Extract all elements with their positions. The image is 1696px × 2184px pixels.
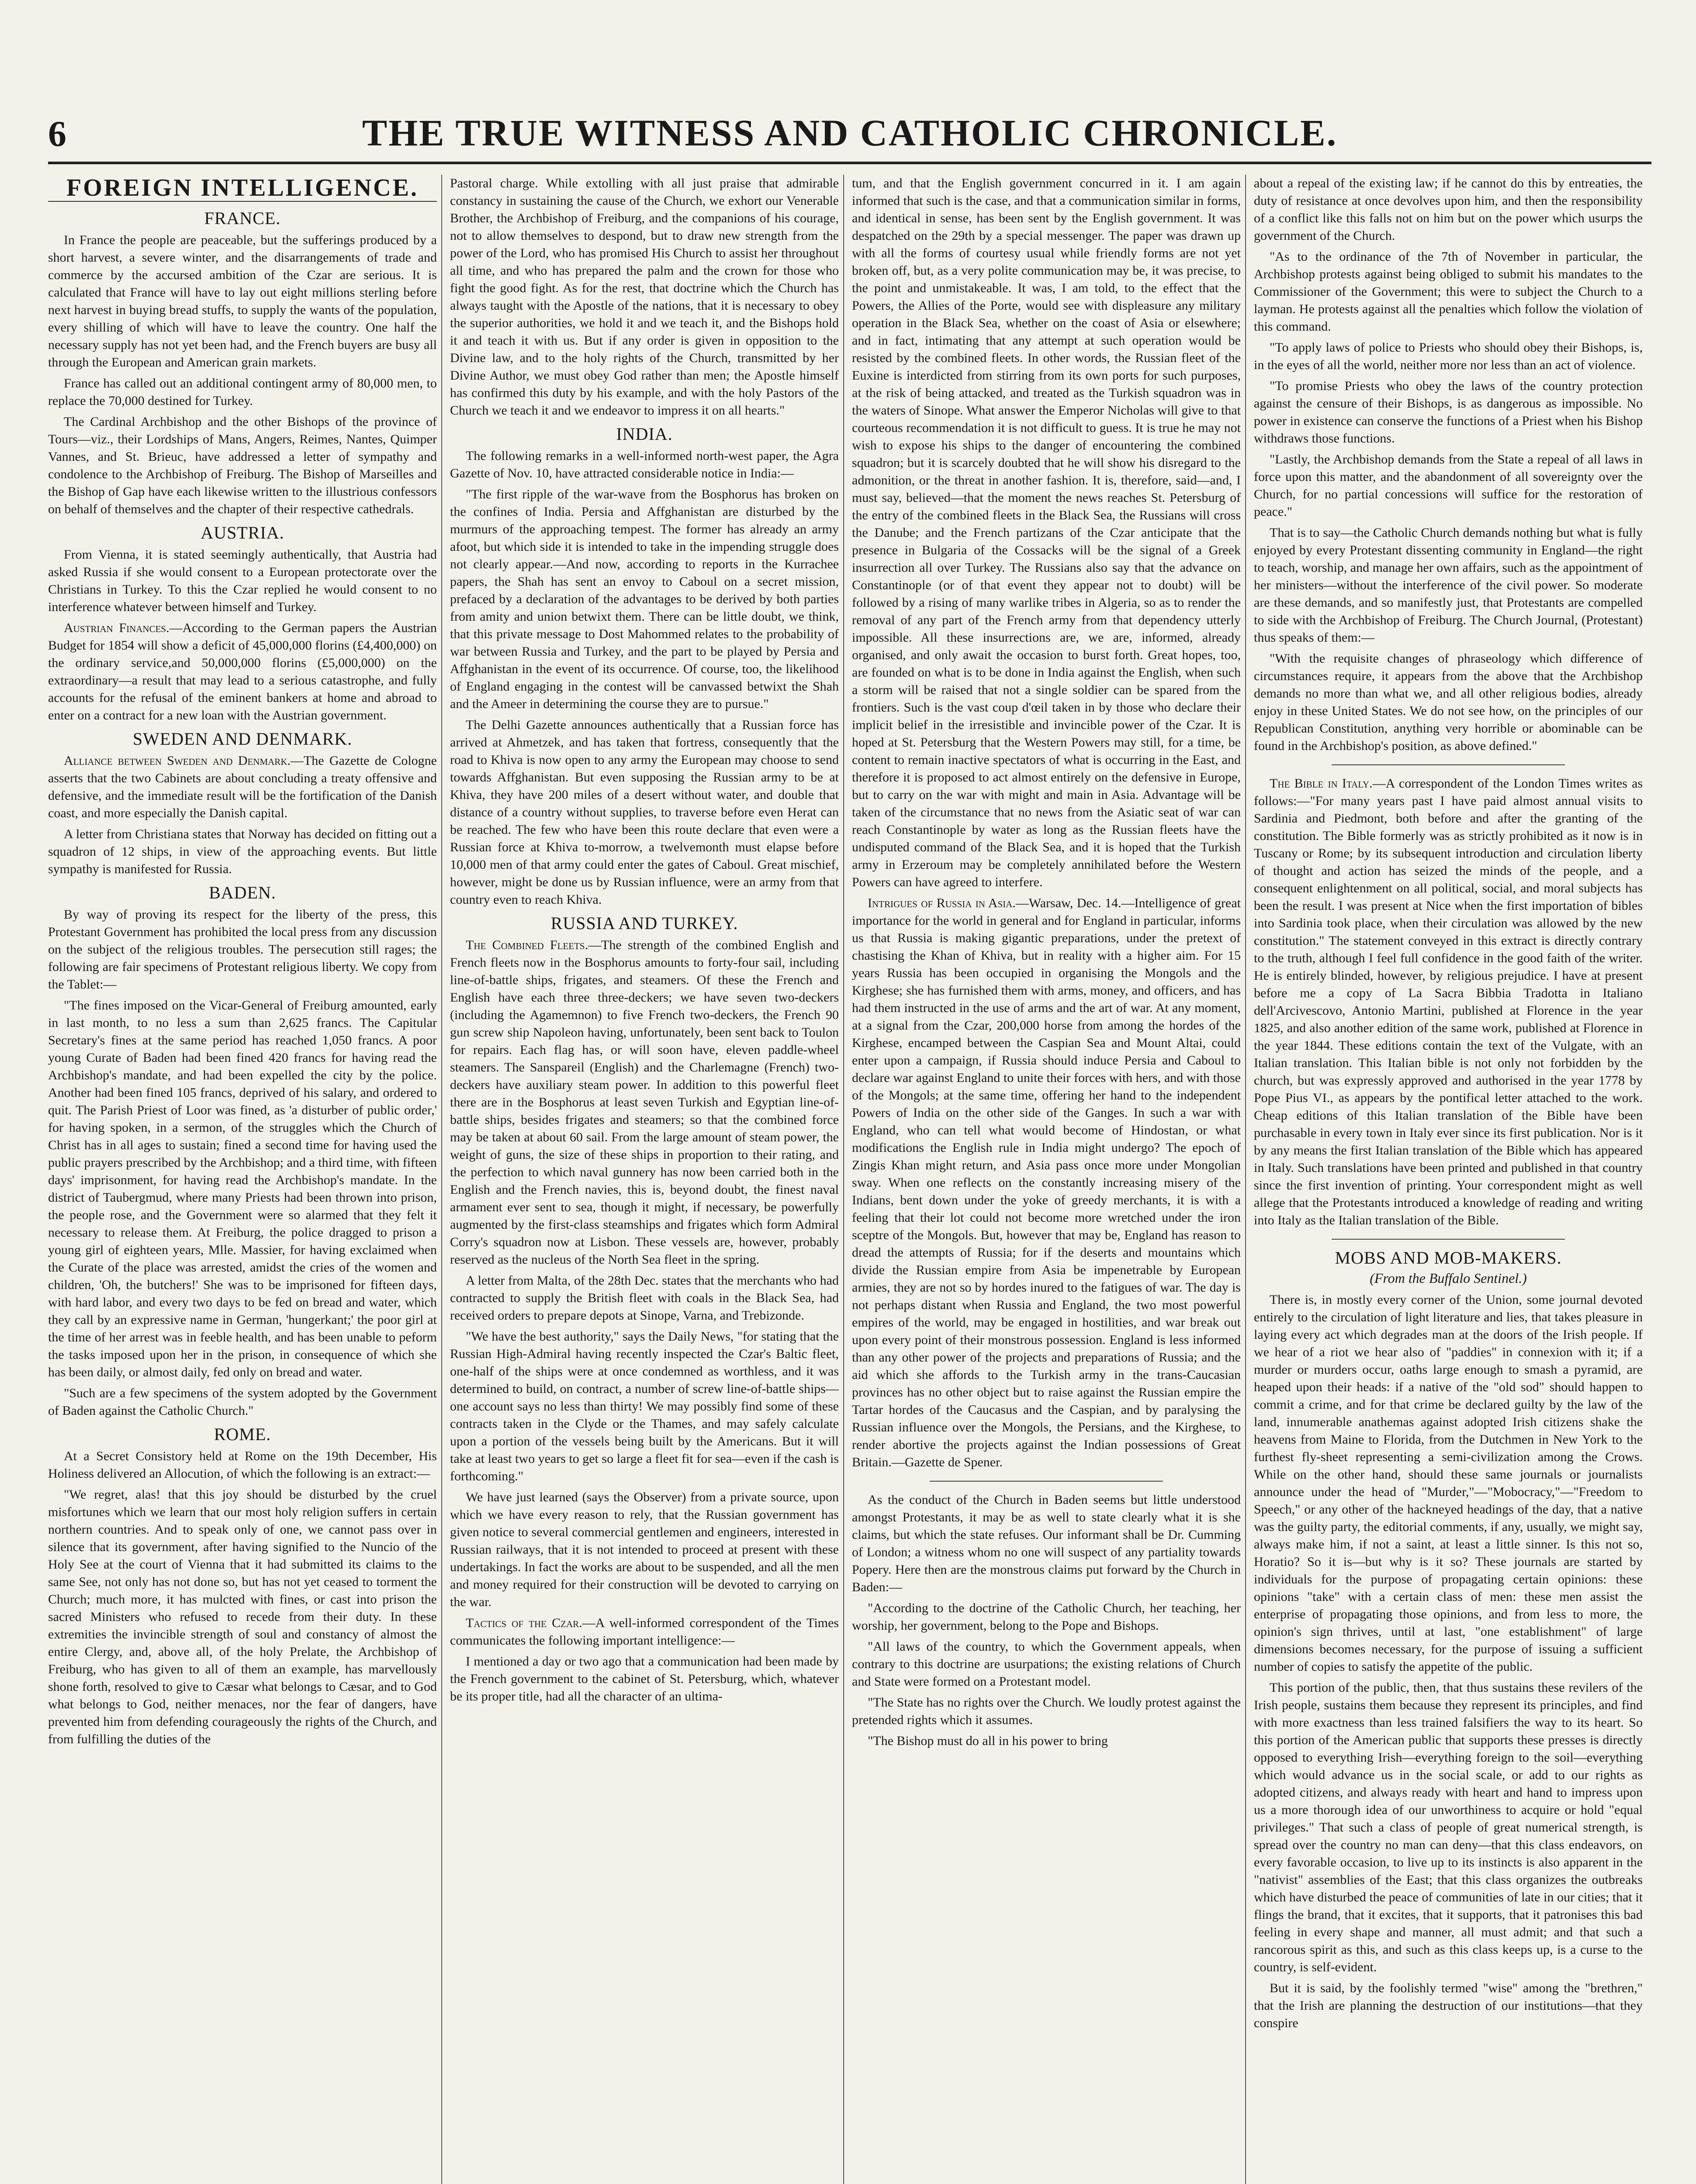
article-divider: [1332, 764, 1565, 765]
bible-italy-paragraph: [1254, 775, 1643, 1229]
paragraph-text: —A correspondent of the London Times writes as follows:—"For many years past I have paid almost annual visits to Sardinia and Piedmont, both before and after the granting of the constitution. The Bible formerly was as strictly prohibited as it now is in Tuscany or Rome; by its subsequent introduction and circulation liberty of thought and action has seized the minds of the people, and a consequent enlightenment on all political, social, and moral subjects has been the result. I was present at Nice when the first importation of bibles into Sardinia took place, when their circulation was allowed by the new constitution." The statement conveyed in this extract is directly contrary to the truth, although I feel full confidence in the good faith of the writer. He is entirely blinded, however, by religious prejudice. I have at present before me a copy of La Sacra Bibbia Tradotta in Italiano dell'Arcivescovo, Antonio Martini, published at Florence in the year 1825, and also another edition of the same work, published at Florence in the year 1844. These editions contain the text of the Vulgate, with an Italian translation. This Italian bible is not only not forbidden by the church, but was expressly approved and authorised in the year 1778 by Pope Pius VI., as appears by the pontifical letter attached to the work. Cheap editions of this Italian translation of the Bible have been purchasable in every town in Italy ever since its first publication. Nor is it by any means the first Italian translation of the Bible which has appeared in Italy. Such translations have been printed and published in that country since the first invention of printing. Your correspondent might as well allege that the Protestants introduced a knowledge of reading and writing into Italy as the Italian translation of the Bible.: [1254, 776, 1643, 1227]
tactics-paragraph: [450, 1614, 839, 1649]
baden-church-paragraph: "Lastly, the Archbishop demands from the State a repeal of all laws in force upon this matter, and the abandonment of all sovereignty over the Church, for no partial concessions will suffice for the restoration of peace.": [1254, 452, 1643, 519]
baden-church-paragraph: "As to the ordinance of the 7th of November in particular, the Archbishop protests against being obliged to submit his mandates to the Commissioner of the Government; this were to subject the Church to a layman. He protests against all the penalties which follow the violation of this command.: [1254, 249, 1643, 334]
intrigues-paragraph: [852, 895, 1241, 1471]
baden-church-paragraph: As the conduct of the Church in Baden seems but little understood amongst Protestants, it may be as well to state clearly what it is she claims, but which the state refuses. Our informant shall be Dr. Cumming of London; a witness whom no one will suspect of any partiality towards Popery. Here then are the monstrous claims put forward by the Church in Baden:—: [852, 1493, 1241, 1594]
russia-paragraph: A letter from Malta, of the 28th Dec. states that the merchants who had contracted to supply the British fleet with coals in the Black Sea, had received orders to prepare depots at Sinope, Varna, and Trebizonde.: [450, 1273, 839, 1323]
paragraph-text: —According to the German papers the Austrian Budget for 1854 will show a deficit of 45,000,000 florins (£4,400,000) on the ordinary service,and 50,000,000 florins (£5,000,000) on the extraordinary—a result that may lead to a serious catastrophe, and fully accounts for the refusal of the eminent bankers at home and abroad to enter on a contract for a new loan with the Austrian government.: [48, 621, 437, 722]
baden-church-paragraph: "The Bishop must do all in his power to bring: [868, 1734, 1108, 1748]
run-in-head: Intrigues of Russia in Asia.: [868, 896, 1016, 910]
article-divider: [930, 1481, 1163, 1482]
france-paragraph: In France the people are peaceable, but the sufferings produced by a short harvest, a severe winter, and the disarrangements of trade and commerce by the accursed ambition of the Czar are serious. It is calculated that France will have to lay out eight millions sterling before next harvest in buying bread stuffs, to supply the wants of the population, every shilling of which will have to leave the country. One half the necessary supply has not yet been had, and the French buyers are busy all through the European and American grain markets.: [48, 233, 437, 370]
mobs-paragraph: There is, in mostly every corner of the Union, some journal devoted entirely to the circulation of light literature and lies, that takes pleasure in laying every act which degrades man at the doors of the Irish people. If we hear of a riot we hear also of "paddies" in connexion with it; if a murder or murders occur, oaths large enough to smash a pyramid, are heaped upon their heads: if a native of the "old sod" should happen to commit a crime, and for that crime be declared guilty by the law of the land, innumerable anathemas against adopted Irish citizens shake the heavens from Maine to Florida, from the Dutchmen in New York to the furthest fly-sheet representing a semi-civilization among the Crows. While on the other hand, should these same journals or journalists announce under the head of "Murder,"—"Mobocracy,"—"Freedom to Speech," or any other of the hackneyed headings of the day, that a native was the guilty party, the editorial comments, if any, usually, we might say, always make him, if not a saint, at least a little sinner. Is this not so, Horatio? So it is—but why is it so? These journals are started by individuals for the purpose of propagating certain opinions: these opinions "take" with a certain class of men: these men assist the enterprise of propagating those opinions, and from less to more, the opinion's sign thrives, until at last, "one establishment" of large dimensions becomes necessary, for the purpose of issuing a sufficient number of copies to satisfy the appetite of the public.: [1254, 1292, 1643, 1674]
ultimatum-paragraph: tum, and that the English government concurred in it. I am again informed that such is the case, and that a communication similar in forms, and identical in sense, has been sent by the English government. It was despatched on the 29th by a special messenger. The paper was drawn up with all the forms of courtesy usual while friendly forms are not yet broken off, but, as a very polite communication may be, it was precise, to the point and unmistakeable. It was, I am told, to the effect that the Powers, the Allies of the Porte, would see with displeasure any military operation in the Black Sea, whether on the coast of Asia or elsewhere; and in fact, intimating that any attempt at such operation would be resisted by the combined fleets. In other words, the Russian fleet of the Euxine is interdicted from stirring from its own ports for such purposes, at the risk of being attacked, and treated as the Turkish squadron was in the waters of Sinope. What answer the Emperor Nicholas will give to that courteous recommendation it is not difficult to guess. It is true he may not wish to expose his ships to the danger of encountering the combined squadron; but it is scarcely doubted that he will show his disregard to the admonition, or the threat in another fashion. It is, therefore, said—and, I must say, believed—that the moment the news reaches St. Petersburg of the entry of the combined fleets in the Black Sea, the Russians will cross the Danube; and the French partizans of the Czar anticipate that the presence in Bulgaria of the Cossacks will be the signal of a Greek insurrection all over Turkey. The Russians also say that the advance on Constantinople (or of that event they appear not to doubt) will be followed by a rising of many warlike tribes in Algeria, so as to render the removal of any part of the French army from that dependency utterly impossible. All these insurrections are, we are, informed, already organised, and only await the occasion to burst forth. Great hopes, too, are founded on what is to be done in India against the English, when such a storm will be raised that not a single soldier can be spared from the frontiers. Such is the vast coup d'œil taken in by those who declare their implicit belief in the irresistible and invincible power of the Czar. It is hoped at St. Petersburg that the Western Powers may still, for a time, be content to remain inactive spectators of what is occurring in the East, and therefore it is proposed to act almost entirely on the defensive in Europe, but to carry on the war with might and main in Asia. Advantage will be taken of the circumstance that no news from the Asiatic seat of war can reach Constantinople by water as long as the Russian fleets have the undisputed command of the Black Sea, and it is hoped that the Turkish army in Erzeroum may be completely annihilated before the Western Powers can have agreed to interfere.: [852, 176, 1241, 889]
column-rule: [843, 175, 844, 2184]
mobs-heading: MOBS AND MOB-MAKERS.: [1335, 1248, 1562, 1268]
mobs-source: (From the Buffalo Sentinel.): [1370, 1270, 1527, 1286]
sweden-heading: SWEDEN AND DENMARK.: [132, 729, 353, 749]
rome-heading: ROME.: [214, 1424, 271, 1444]
baden-church-paragraph: "The State has no rights over the Church. We loudly protest against the pretended rights which it assumes.: [852, 1695, 1241, 1727]
column-rule: [441, 175, 442, 2184]
baden-church-paragraph: "With the requisite changes of phraseology which difference of circumstances require, it appears from the above that the Archbishop demands no more than what we, and all other religious bodies, already enjoy in these United States. We do not see how, on the principles of our Republican Constitution, anything very horrible or abominable can be found in the Archbishop's position, as above defined.": [1254, 651, 1643, 753]
sweden-paragraph: [48, 752, 437, 822]
column-4: [1254, 175, 1643, 2184]
newspaper-title: THE TRUE WITNESS AND CATHOLIC CHRONICLE.: [362, 112, 1338, 154]
india-paragraph: The Delhi Gazette announces authentically that a Russian force has arrived at Ahmetzek, and has taken that fortress, consequently that the road to Khiva is now open to any army the European may choose to send towards Affghanistan. But even supposing the Russian army to be at Khiva, they have 200 miles of a desert without water, and double that distance of a country without supplies, to traverse before even Herat can be reached. The few who have been this route declare that even were a Russian force at Khiva to-morrow, a twelvemonth must elapse before 10,000 men of that army could enter the gates of Caboul. Great mischief, however, might be done us by Russian influence, were an army from that country even to reach Khiva.: [450, 718, 839, 907]
section-heading: FOREIGN INTELLIGENCE.: [48, 179, 437, 202]
rome-continued-paragraph: Pastoral charge. While extolling with all just praise that admirable constancy in sustaining the cause of the Church, we exhort our Venerable Brother, the Archbishop of Freiburg, and the companions of his courage, not to allow themselves to despond, but to draw new strength from the power of the Lord, who has promised His Church to assist her throughout all time, and who has prepared the palm and the crown for those who fight the good fight. As for the rest, that doctrine which the Church has always taught with the Apostle of the nations, that it is necessary to obey the superior authorities, we hold it and we teach it, and the Bishops hold it and teach it with us. But if any order is given in opposition to the Divine law, and to the holy rights of the Church, transmitted by her Divine Author, we must obey God rather than men; the Apostle himself has confirmed this duty by his example, and with the holy Pastors of the Church we teach it and we endeavor to impress it on all hearts.": [450, 176, 839, 418]
column-2: [450, 175, 839, 2184]
baden-church-paragraph: about a repeal of the existing law; if he cannot do this by entreaties, the duty of resistance at once devolves upon him, and then the responsibility of a conflict like this falls not on him but on the power which usurps the government of the Church.: [1254, 176, 1643, 243]
india-paragraph: The following remarks in a well-informed north-west paper, the Agra Gazette of Nov. 10, have attracted considerable notice in India:—: [450, 449, 839, 480]
run-in-head: Tactics of the Czar.: [466, 1616, 582, 1630]
paragraph-text: —A well-informed correspondent of the Times communicates the following important intelligence:—: [450, 1616, 839, 1648]
baden-church-paragraph: "To promise Priests who obey the laws of the country protection against the censure of their Bishops, is as dangerous as impossible. No power in existence can conserve the functions of a Priest when his Bishop withdraws those functions.: [1254, 379, 1643, 446]
russia-paragraph: I mentioned a day or two ago that a communication had been made by the French government to the cabinet of St. Petersburg, which, whatever be its proper title, had all the character of an ultima-: [450, 1654, 839, 1704]
column-1: [48, 175, 437, 2184]
france-paragraph: France has called out an additional contingent army of 80,000 men, to replace the 70,000 destined for Turkey.: [48, 376, 437, 408]
baden-paragraph: By way of proving its respect for the liberty of the press, this Protestant Government has prohibited the local press from any discussion on the subject of the religious troubles. The persecution still rages; the following are fair specimens of Protestant religious liberty. We copy from the Tablet:—: [48, 907, 437, 992]
rome-paragraph: "We regret, alas! that this joy should be disturbed by the cruel misfortunes which we learn that our most holy religion suffers in certain northern countries. And to speak only of one, we cannot pass over in silence that its government, after having signified to the Nuncio of the Holy See at the court of Vienna that it had submitted its claims to the same See, not only has not done so, but has not yet ceased to torment the Church; much more, it has mulcted with fines, or cast into prison the sacred Ministers who refused to recede from their duty. In these extremities the invincible strength of soul and constancy of almost the entire Clergy, and, above all, of the holy Prelate, the Archbishop of Freiburg, who has given to all of them an example, has marvellously shone forth, resolved to give to Cæsar what belongs to Cæsar, and to God what belongs to God, neither menaces, nor the fear of dangers, have prevented him from defending courageously the rights of the Church, and from fulfilling the duties of the: [48, 1487, 437, 1746]
russia-paragraph: "We have the best authority," says the Daily News, "for stating that the Russian High-Admiral having recently inspected the Czar's Baltic fleet, one-half of the ships were at once condemned as worthless, and it was determined to build, on contract, a number of screw line-of-battle ships—one account says no less than thirty! We may possibly find some of these contracts taken in the Clyde or the Thames, and may safely calculate upon a portion of the vessels being built by the Americans. But it will take at least two years to get so large a fleet fit for sea—even if the cash is forthcoming.": [450, 1329, 839, 1483]
column-rule: [1245, 175, 1246, 2184]
baden-paragraph: "Such are a few specimens of the system adopted by the Government of Baden against the Catholic Church.": [48, 1386, 437, 1418]
france-paragraph: The Cardinal Archbishop and the other Bishops of the province of Tours—viz., their Lordships of Mans, Angers, Reimes, Nantes, Quimper Vannes, and St. Brieuc, have addressed a letter of sympathy and condolence to the Archbishop of Freiburg. The Bishop of Marseilles and the Bishop of Gap have each likewise written to the illustrious confessors on behalf of themselves and the chapter of their respective cathedrals.: [48, 415, 437, 516]
austria-finances-paragraph: [48, 619, 437, 724]
russia-paragraph: We have just learned (says the Observer) from a private source, upon which we have every reason to rely, that the Russian government has given notice to several commercial gentlemen and engineers, interested in Russian railways, that it is not intended to proceed at present with these undertakings. In fact the works are about to be suspended, and all the men and money required for their construction will be devoted to carrying on the war.: [450, 1490, 839, 1609]
article-divider: [1332, 1239, 1565, 1240]
russia-turkey-heading: RUSSIA AND TURKEY.: [550, 913, 738, 933]
page-number: 6: [48, 114, 66, 154]
baden-church-paragraph: "According to the doctrine of the Catholic Church, her teaching, her worship, her government, belong to the Pope and Bishops.: [852, 1601, 1241, 1633]
rome-paragraph: At a Secret Consistory held at Rome on the 19th December, His Holiness delivered an Allocution, of which the following is an extract:—: [48, 1449, 437, 1481]
france-heading: FRANCE.: [204, 208, 281, 228]
combined-fleets-paragraph: [450, 936, 839, 1268]
india-paragraph: "The first ripple of the war-wave from the Bosphorus has broken on the confines of India. Persia and Affghanistan are disturbed by the murmurs of the approaching tempest. The former has already an army afoot, but which side it is intended to take in the impending struggle does not clearly appear.—And now, according to reports in the Kurrachee papers, the Shah has sent an envoy to Caboul on a secret mission, prefaced by a declaration of the advantages to be derived by both parties from amity and union betwixt them. There can be little doubt, we think, that this private message to Dost Mahommed relates to the probability of war between Russia and Turkey, and the part to be played by Persia and Affghanistan in the event of its occurrence. Of course, too, the likelihood of England engaging in the contest will be canvassed betwixt the Shah and the Ameer in determining the course they are to pursue.": [450, 487, 839, 711]
paragraph-text: —The strength of the combined English and French fleets now in the Bosphorus amounts to forty-four sail, including line-of-battle ships, frigates, and steamers. Of these the French and English have each three three-deckers; we have seven two-deckers (including the Agamemnon) to five French two-deckers, the French 90 gun screw ship Napoleon having, unfortunately, been sent back to Toulon for repairs. Each flag has, or will soon have, eleven paddle-wheel steamers. The Sanspareil (English) and the Charlemagne (French) two-deckers have auxiliary steam power. In addition to this powerful fleet there are in the Bosphorus at least seven Turkish and Egyptian line-of-battle ships, besides frigates and steamers; so that the combined force may be taken at about 60 sail. From the large amount of steam power, the weight of guns, the size of these ships in proportion to their rating, and the perfection to which naval gunnery has now been carried both in the English and the French navies, this is, beyond doubt, the finest naval armament ever sent to sea, though it might, if necessary, be powerfully augmented by the first-class steamships and frigates which form Admiral Corry's squadron now at Lisbon. These vessels are, however, probably reserved as the nucleus of the North Sea fleet in the spring.: [450, 938, 839, 1267]
austria-paragraph: From Vienna, it is stated seemingly authentically, that Austria had asked Russia if she would consent to a European protectorate over the Christians in Turkey. To this the Czar replied he would consent to no interference whatever between himself and Turkey.: [48, 547, 437, 614]
baden-church-paragraph: "All laws of the country, to which the Government appeals, when contrary to this doctrine are usurpations; the existing relations of Church and State were formed on a Protestant model.: [852, 1639, 1241, 1689]
baden-heading: BADEN.: [209, 883, 276, 902]
run-in-head: The Bible in Italy.: [1270, 776, 1373, 791]
masthead: [48, 109, 1651, 164]
india-heading: INDIA.: [616, 424, 673, 444]
run-in-head: Alliance between Sweden and Denmark.: [64, 753, 291, 768]
baden-church-paragraph: "To apply laws of police to Priests who should obey their Bishops, is, in the eyes of all the world, neither more nor less than an act of violence.: [1254, 340, 1643, 372]
column-3: [852, 175, 1241, 2184]
sweden-paragraph: A letter from Christiana states that Norway has decided on fitting out a squadron of 12 ships, in view of the approaching events. But little sympathy is manifested for Russia.: [48, 827, 437, 876]
mobs-paragraph: But it is said, by the foolishly termed "wise" among the "brethren," that the Irish are planning the destruction of our institutions—that they conspire: [1254, 1981, 1643, 2030]
paragraph-text: —The Gazette de Cologne asserts that the two Cabinets are about concluding a treaty offensive and defensive, and the immediate result will be the fortification of the Danish coast, and more especially the Danish capital.: [48, 753, 437, 820]
run-in-head: Austrian Finances.: [64, 621, 170, 635]
mobs-paragraph: This portion of the public, then, that thus sustains these revilers of the Irish people, sustains them because they represent its principles, and find with more exactness than less trained falsifiers the way to its heart. So this portion of the American public that supports these presses is directly opposed to everything Irish—everything foreign to the soil—everything which would advance us in the social scale, or add to our rights as adopted citizens, and always ready with heart and hand to impress upon us a more thorough idea of our unworthiness to acquire or hold "equal privileges." That such a class of people of great numerical strength, is spread over the country no man can deny—that this class endeavors, on every favorable occasion, to live up to its instincts is also apparent in the "nativist" assemblies of the East; that this class organizes the outbreaks which have disturbed the peace of communities of late in our cities; that it flings the brand, that it excites, that it supports, that it patronises this bad feeling in every shape and manner, all must admit; and that such a rancorous spirit as this, and such as this class keeps up, is a curse to the country, is self-evident.: [1254, 1680, 1643, 1974]
baden-paragraph: "The fines imposed on the Vicar-General of Freiburg amounted, early in last month, to no less a sum than 2,625 francs. The Capitular Secretary's fines at the same period has reached 1,050 francs. A poor young Curate of Baden had been fined 420 francs for having read the Archbishop's mandate, and had been expelled the city by the police. Another had been fined 105 francs, deprived of his salary, and ordered to quit. The Parish Priest of Loor was fined, as 'a disturber of public order,' for having spoken, in a sermon, of the struggles which the Church of Christ has in all ages to sustain; fined a second time for having used the public prayers prescribed by the Archbishop; and a third time, with fifteen days' imprisonment, for having read the Archbishop's mandate. In the district of Taubergmud, where many Priests had been thrown into prison, the people rose, and the Government were so alarmed that they felt it necessary to release them. At Freiburg, the police dragged to prison a young girl of eighteen years, Mlle. Massier, for having exclaimed when the Curate of the place was arrested, amidst the cries of the women and children, 'Oh, the butchers!' She was to be imprisoned for fifteen days, with hard labor, and every two days to be fed on bread and water, which they call by an expressive name in German, 'hungerkant;' the poor girl at the time of her arrest was in feeble health, and has been unable to peform the tasks imposed upon her in the prison, in consequence of which she has been daily, or almost daily, fed only on bread and water.: [48, 998, 437, 1379]
paragraph-text: —Warsaw, Dec. 14.—Intelligence of great importance for the world in general and for England in particular, informs us that Russia is making gigantic preparations, under the pretext of chastising the Khan of Khiva, but in reality with a higher aim. For 15 years Russia has been occupied in organising the Mongols and the Kirghese; she has furnished them with arms, money, and officers, and has had them instructed in the use of arms and the art of war. At any moment, at a signal from the Czar, 200,000 horse from among the hordes of the Kirghese, encamped between the Caspian Sea and Mount Altai, could enter upon a campaign, if Russia should induce Persia and Caboul to declare war against England to unite their forces with hers, and with those of the Mongols; at the same time, offering her hand to the independent Powers of India on the other side of the Ganges. In such a war with England, who can tell what would become of Hindostan, or what modifications the English rule in India might undergo? The epoch of Zingis Khan might return, and Asia pass once more under Mongolian sway. When one reflects on the constantly increasing misery of the Indians, bent down under the yoke of greedy merchants, it is with a feeling that their lot could not become more wretched under the iron sceptre of the Mongols. But, however that may be, England has reason to dread the attempts of Russia; for if the deserts and mountains which divide the Russian empire from Asia be impenetrable by European armies, they are not so by hordes inured to the fatigues of war. The day is not perhaps distant when Russia and England, the two most powerful empires of the world, may be engaged in hostilities, and war break out upon every point of their monstrous possession. England is less informed than any other power of the projects and preparations of Russia; and the aid which she affords to the Turkish army in the trans-Caucasian provinces has no other object but to raise against the Russian empire the Tartar hordes of the Caucasus and the Caspian, and by paralysing the Russian influence over the Mongols, the Persians, and the Kirghese, to render abortive the projects against the Indian possessions of Great Britain.—Gazette de Spener.: [852, 896, 1241, 1469]
baden-church-paragraph: That is to say—the Catholic Church demands nothing but what is fully enjoyed by every Protestant dissenting community in England—the right to teach, worship, and manage her own affairs, such as the appointment of her ministers—without the interference of the civil power. So moderate are these demands, and so manifestly just, that Protestants are compelled to side with the Archbishop of Freiburg. The Church Journal, (Protestant) thus speaks of them:—: [1254, 525, 1643, 645]
run-in-head: The Combined Fleets.: [466, 938, 588, 952]
austria-heading: AUSTRIA.: [201, 523, 284, 543]
